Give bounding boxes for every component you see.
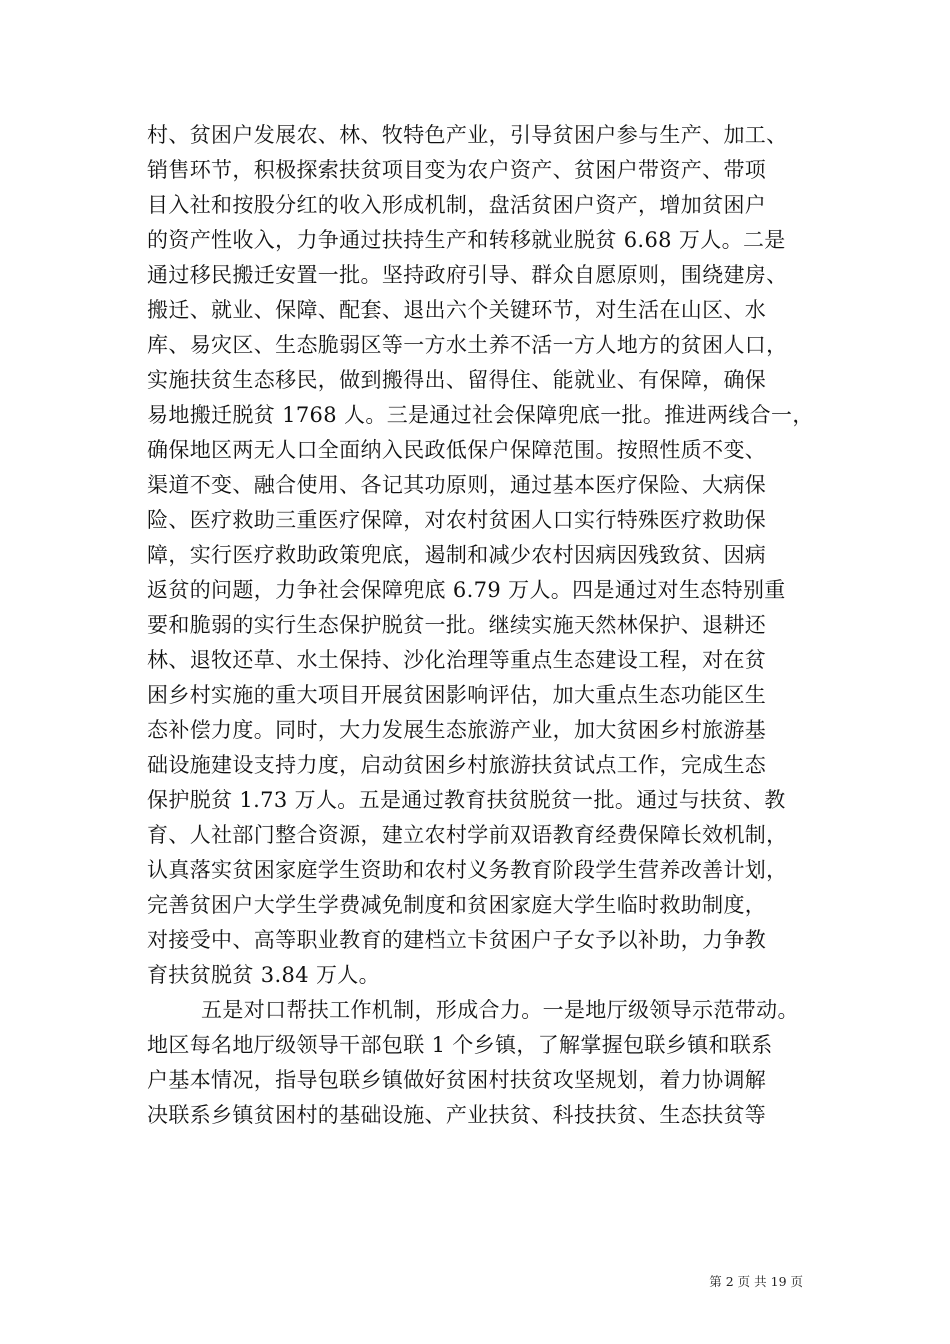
text-line: 地区每名地厅级领导干部包联 1 个乡镇，了解掌握包联乡镇和联系 [147,1033,773,1057]
text-line: 实施扶贫生态移民，做到搬得出、留得住、能就业、有保障，确保 [147,368,767,392]
text-line: 户基本情况，指导包联乡镇做好贫困村扶贫攻坚规划，着力协调解 [147,1068,767,1092]
text-line: 险、医疗救助三重医疗保障，对农村贫困人口实行特殊医疗救助保 [147,508,767,532]
body-text [147,118,814,1133]
text-line: 障，实行医疗救助政策兜底，遏制和减少农村因病因残致贫、因病 [147,543,767,567]
text-line: 返贫的问题，力争社会保障兜底 6.79 万人。四是通过对生态特别重 [147,578,786,602]
text-line: 通过移民搬迁安置一批。坚持政府引导、群众自愿原则，围绕建房、 [147,263,788,287]
text-line: 困乡村实施的重大项目开展贫困影响评估，加大重点生态功能区生 [147,683,767,707]
text-line: 销售环节，积极探索扶贫项目变为农户资产、贫困户带资产、带项 [147,158,767,182]
text-line: 的资产性收入，力争通过扶持生产和转移就业脱贫 6.68 万人。二是 [147,228,786,252]
text-line: 易地搬迁脱贫 1768 人。三是通过社会保障兜底一批。推进两线合一， [147,403,814,427]
text-line: 对接受中、高等职业教育的建档立卡贫困户子女予以补助，力争教 [147,928,767,952]
text-line: 渠道不变、融合使用、各记其功原则，通过基本医疗保险、大病保 [147,473,767,497]
text-line: 育扶贫脱贫 3.84 万人。 [147,963,381,987]
text-line: 要和脆弱的实行生态保护脱贫一批。继续实施天然林保护、退耕还 [147,613,767,637]
text-line: 搬迁、就业、保障、配套、退出六个关键环节，对生活在山区、水 [147,298,767,322]
text-line: 完善贫困户大学生学费减免制度和贫困家庭大学生临时救助制度， [147,893,767,917]
text-line: 库、易灾区、生态脆弱区等一方水土养不活一方人地方的贫困人口， [147,333,788,357]
text-line: 认真落实贫困家庭学生资助和农村义务教育阶段学生营养改善计划， [147,858,788,882]
paragraph-first-line: 五是对口帮扶工作机制，形成合力。一是地厅级领导示范带动。 [201,998,799,1022]
text-line: 村、贫困户发展农、林、牧特色产业，引导贫困户参与生产、加工、 [147,123,788,147]
text-line: 决联系乡镇贫困村的基础设施、产业扶贫、科技扶贫、生态扶贫等 [147,1103,767,1127]
text-line: 目入社和按股分红的收入形成机制，盘活贫困户资产，增加贫困户 [147,193,767,217]
text-line: 育、人社部门整合资源，建立农村学前双语教育经费保障长效机制， [147,823,788,847]
text-line: 林、退牧还草、水土保持、沙化治理等重点生态建设工程，对在贫 [147,648,767,672]
text-line: 保护脱贫 1.73 万人。五是通过教育扶贫脱贫一批。通过与扶贫、教 [147,788,786,812]
text-line: 础设施建设支持力度，启动贫困乡村旅游扶贫试点工作，完成生态 [147,753,767,777]
text-line: 态补偿力度。同时，大力发展生态旅游产业，加大贫困乡村旅游基 [147,718,767,742]
page-number-footer: 第 2 页 共 19 页 [709,1274,803,1289]
text-line: 确保地区两无人口全面纳入民政低保户保障范围。按照性质不变、 [147,438,767,462]
